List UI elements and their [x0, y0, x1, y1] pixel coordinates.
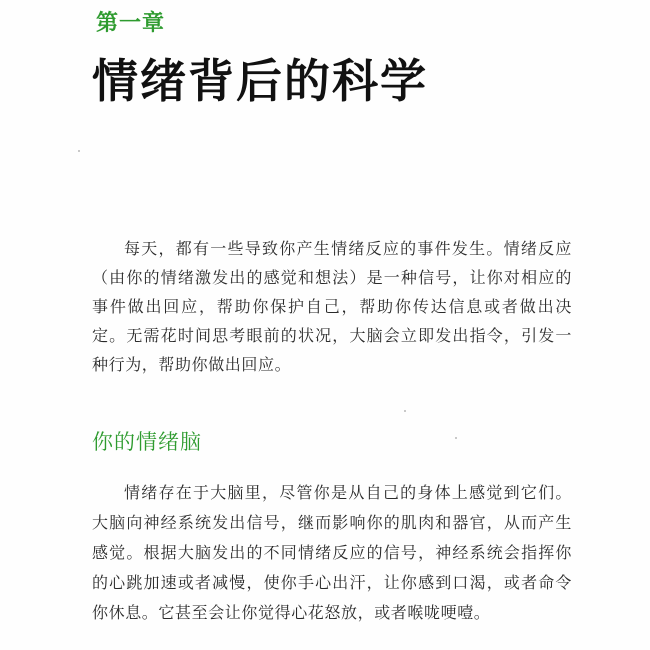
scan-speck [455, 437, 457, 439]
chapter-label: 第一章 [96, 11, 166, 36]
scan-speck [78, 150, 80, 152]
intro-paragraph: 每天，都有一些导致你产生情绪反应的事件发生。情绪反应（由你的情绪激发出的感觉和想法）是一种信号，让你对相应的事件做出回应，帮助你保护自己，帮助你传达信息或者做出决定。无需花时间思考眼前的状况，大脑会立即发出指令，引发一种行为，帮助你做出回应。 [92, 239, 572, 374]
section-paragraph: 情绪存在于大脑里，尽管你是从自己的身体上感觉到它们。大脑向神经系统发出信号，继而影响你的肌肉和器官，从而产生感觉。根据大脑发出的不同情绪反应的信号，神经系统会指挥你的心跳加速或者减慢，使你手心出汗，让你感到口渴，或者命令你休息。它甚至会让你觉得心花怒放，或者喉咙哽噎。 [92, 483, 572, 622]
scan-speck [404, 410, 406, 412]
section-heading: 你的情绪脑 [92, 430, 202, 454]
chapter-title: 情绪背后的科学 [92, 54, 428, 108]
